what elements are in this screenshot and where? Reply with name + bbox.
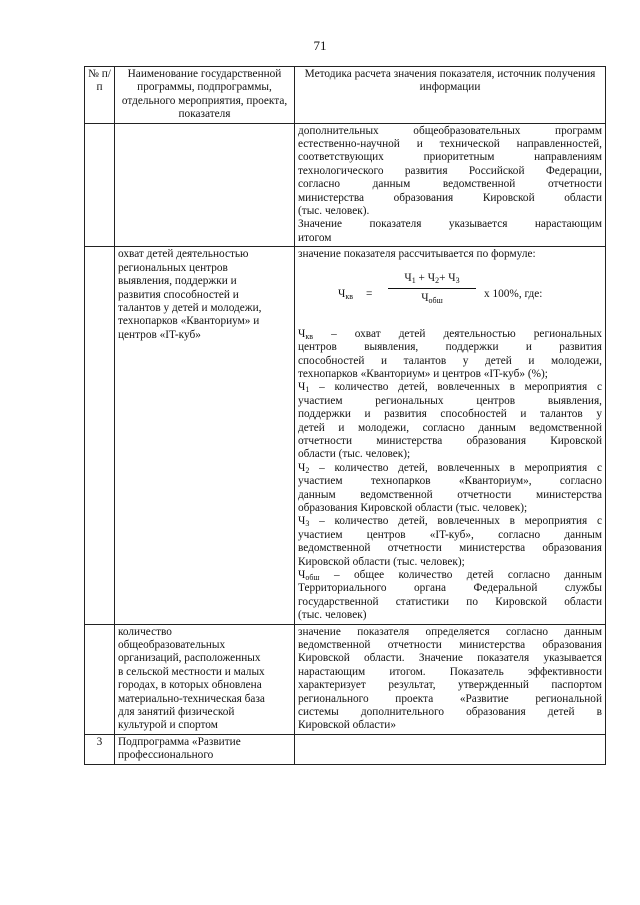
- definition-line: $Ч_1$ – количество детей, вовлеченных в мероприятия с: [298, 381, 602, 395]
- indicator-name-line: талантов у детей и молодежи,: [118, 301, 262, 314]
- method-cell: [295, 247, 606, 624]
- row-number-cell: [85, 624, 115, 734]
- definition-line: (тыс. человек): [298, 609, 367, 622]
- indicator-name-line: культурой и спортом: [118, 719, 218, 732]
- definition-line: образования Кировской области (тыс. человек);: [298, 501, 528, 514]
- formula: [298, 266, 602, 322]
- indicator-name-line: в сельской местности и малых: [118, 665, 265, 678]
- formula-intro: значение показателя рассчитывается по формуле:: [298, 248, 536, 261]
- method-line: министерства образования Кировской области: [298, 191, 602, 204]
- definition-line: участием центров «IT-куб», согласно данным: [298, 528, 602, 541]
- definition-line: Территориального органа Федеральной службы: [298, 582, 602, 595]
- formula-lhs: $Ч_{кв}$: [338, 287, 354, 301]
- definition-line: государственной статистики по Кировской области: [298, 595, 602, 608]
- indicator-name-cell: [115, 247, 295, 624]
- definition-line: способностей и талантов у детей и молодежи,: [298, 354, 602, 367]
- indicator-name-line: охват детей деятельностью: [118, 248, 249, 261]
- definition-line: $Ч_2$ – количество детей, вовлеченных в мероприятия с: [298, 461, 602, 475]
- indicator-name-line: технопарков «Кванториум» и: [118, 315, 260, 328]
- formula-equals: =: [366, 287, 373, 300]
- definition-line: Кировской области (тыс. человек);: [298, 555, 465, 568]
- definition-block: [298, 328, 602, 382]
- page-number: 71: [313, 38, 327, 53]
- indicator-name-line: центров «IT-куб»: [118, 328, 201, 341]
- header-name: Наименование государственной программы, подпрограммы, отдельного мероприятия, проекта, показателя: [115, 67, 295, 124]
- method-line: соответствующих приоритетным направлениям: [298, 151, 602, 164]
- table-row: [85, 734, 606, 764]
- table-row: [85, 624, 606, 734]
- definition-block: [298, 569, 602, 623]
- indicator-name-line: для занятий физической: [118, 706, 235, 719]
- method-line: технологического развития Российской Федерации,: [298, 164, 602, 177]
- indicator-name-cell: [115, 734, 295, 764]
- definition-line: $Ч_{кв}$ – охват детей деятельностью региональных: [298, 327, 602, 341]
- indicator-name-line: материально-техническая база: [118, 692, 265, 705]
- indicator-name-cell: [115, 123, 295, 247]
- indicator-name-line: региональных центров: [118, 261, 228, 274]
- definition-line: данным ведомственной отчетности министерства: [298, 488, 602, 501]
- indicator-name-line: выявления, поддержки и: [118, 275, 237, 288]
- definition-line: отчетности министерства образования Кировской: [298, 434, 602, 447]
- definition-line: детей и молодежи, согласно данным ведомственной: [298, 421, 602, 434]
- subprogram-name-line: профессионального: [118, 749, 214, 762]
- row-number-cell: 3: [85, 734, 115, 764]
- row-number-cell: [85, 247, 115, 624]
- definition-line: ведомственной отчетности министерства образования: [298, 542, 602, 555]
- method-line: нарастающим итогом. Показатель эффективности: [298, 665, 602, 678]
- header-method: Методика расчета значения показателя, источник получения информации: [295, 67, 606, 124]
- definition-line: участием региональных центров выявления,: [298, 394, 602, 407]
- indicator-name-line: количество: [118, 625, 172, 638]
- indicator-name-line: общеобразовательных: [118, 639, 226, 652]
- method-line: ведомственной отчетности министерства образования: [298, 639, 602, 652]
- method-line: естественно-научной и технической направленностей,: [298, 138, 602, 151]
- method-line: значение показателя определяется согласно данным: [298, 625, 602, 638]
- formula-denominator: $Ч_{обш}$: [421, 292, 443, 306]
- subprogram-name-line: Подпрограмма «Развитие: [118, 735, 241, 748]
- method-line: (тыс. человек).: [298, 205, 370, 218]
- formula-rhs: х 100%, где:: [484, 287, 543, 300]
- definition-line: поддержки и развития способностей и талантов у: [298, 408, 602, 421]
- definition-line: участием технопарков «Кванториум», согласно: [298, 475, 602, 488]
- definition-line: центров выявления, поддержки и развития: [298, 341, 602, 354]
- definition-line: области (тыс. человек);: [298, 448, 411, 461]
- definition-line: $Ч_3$ – количество детей, вовлеченных в мероприятия с: [298, 515, 602, 529]
- indicator-table: [84, 66, 606, 765]
- method-line: характеризует результат, утвержденный паспортом: [298, 679, 602, 692]
- indicator-name-cell: [115, 624, 295, 734]
- method-cell: [295, 624, 606, 734]
- indicator-name-line: городах, в которых обновлена: [118, 679, 262, 692]
- table-row: [85, 123, 606, 247]
- method-cell: [295, 734, 606, 764]
- formula-numerator: $Ч_1 + Ч_2+ Ч_3$: [388, 272, 476, 289]
- method-line: регионального проекта «Развитие региональной: [298, 692, 602, 705]
- table-header-row: [85, 67, 606, 124]
- method-line: системы дополнительного образования детей в: [298, 706, 602, 719]
- method-line: Кировской области»: [298, 719, 397, 732]
- method-cell: [295, 123, 606, 247]
- formula-fraction: [388, 272, 476, 306]
- indicator-name-line: развития способностей и: [118, 288, 239, 301]
- method-line: согласно данным ведомственной отчетности: [298, 178, 602, 191]
- method-line: Кировской области. Значение показателя указывается: [298, 652, 602, 665]
- definition-block: [298, 462, 602, 516]
- definition-line: технопарков «Кванториум» и центров «IT-куб» (%);: [298, 367, 548, 380]
- definition-block: [298, 515, 602, 569]
- method-line: Значение показателя указывается нарастающим: [298, 218, 602, 231]
- method-line: итогом: [298, 231, 332, 244]
- table-row: [85, 247, 606, 624]
- definition-block: [298, 381, 602, 461]
- row-number-cell: [85, 123, 115, 247]
- definition-line: $Ч_{обш}$ – общее количество детей согласно данным: [298, 569, 602, 582]
- header-number: № п/п: [85, 67, 115, 124]
- method-line: дополнительных общеобразовательных программ: [298, 124, 602, 137]
- indicator-name-line: организаций, расположенных: [118, 652, 261, 665]
